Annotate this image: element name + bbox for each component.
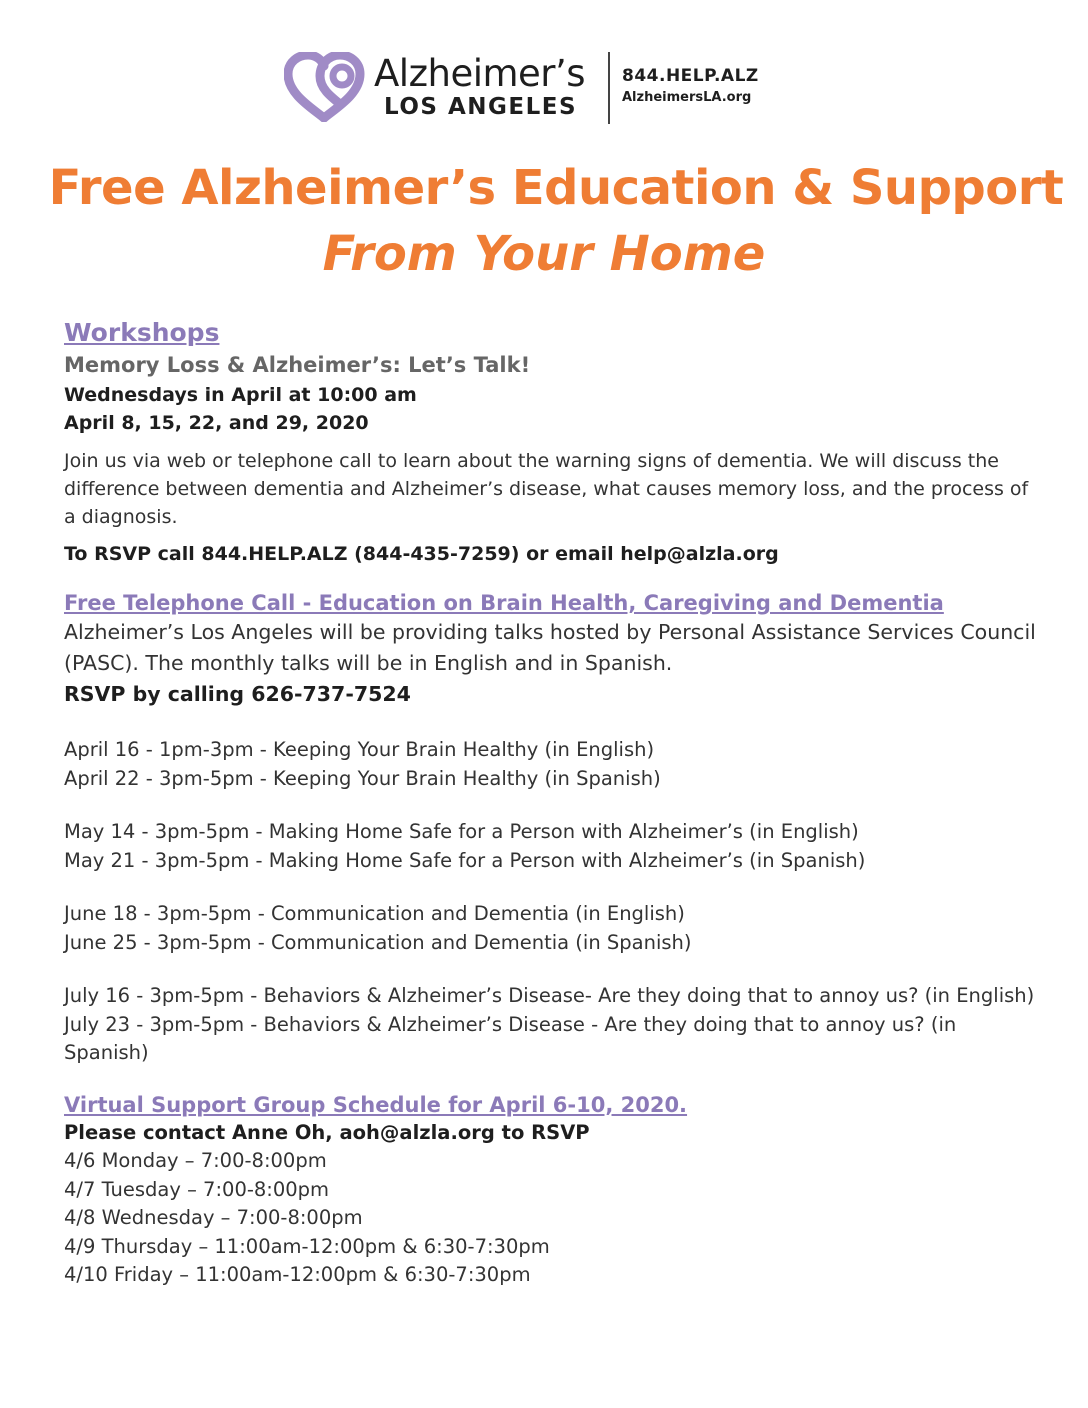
main-content [64,318,1044,1290]
workshop-rsvp: To RSVP call 844.HELP.ALZ (844-435-7259) or email help@alzla.org [64,543,779,565]
talk-item: May 14 - 3pm-5pm - Making Home Safe for a Person with Alzheimer’s (in English) [64,820,859,843]
workshops-heading-link[interactable]: Workshops [64,318,220,347]
talk-group-april [64,736,1044,793]
talk-item: May 21 - 3pm-5pm - Making Home Safe for a Person with Alzheimer’s (in Spanish) [64,848,866,872]
telephone-call-heading-link[interactable]: Free Telephone Call - Education on Brain Health, Caregiving and Dementia [64,591,944,615]
telephone-description: Alzheimer’s Los Angeles will be providing talks hosted by Personal Assistance Services Council (PASC). The monthly talks will be in English and in Spanish. [64,620,1036,675]
logo-header [284,50,784,126]
support-group-item: 4/8 Wednesday – 7:00-8:00pm [64,1206,363,1229]
talk-item: June 18 - 3pm-5pm - Communication and Dementia (in English) [64,902,685,925]
talk-group-may [64,818,1044,875]
support-group-item: 4/10 Friday – 11:00am-12:00pm & 6:30-7:30pm [64,1263,531,1286]
support-group-item: 4/6 Monday – 7:00-8:00pm [64,1149,327,1172]
talk-item: July 23 - 3pm-5pm - Behaviors & Alzheimer’s Disease - Are they doing that to annoy us? (in Spanish) [64,1012,957,1064]
workshop-subtitle: Memory Loss & Alzheimer’s: Let’s Talk! [64,353,531,377]
header-website: AlzheimersLA.org [622,90,752,105]
talk-item: April 22 - 3pm-5pm - Keeping Your Brain Healthy (in Spanish) [64,766,661,790]
talk-item: April 16 - 1pm-3pm - Keeping Your Brain Healthy (in English) [64,738,655,761]
workshop-dates: April 8, 15, 22, and 29, 2020 [64,412,369,434]
page-subtitle: From Your Home [322,226,766,282]
logo-name: Alzheimer’s [374,52,586,95]
logo-subtitle: LOS ANGELES [384,94,578,120]
page-title: Free Alzheimer’s Education & Support [48,160,1064,216]
support-group-heading-link[interactable]: Virtual Support Group Schedule for April 6-10, 2020. [64,1092,688,1117]
support-group-item: 4/7 Tuesday – 7:00-8:00pm [64,1177,330,1201]
support-group-item: 4/9 Thursday – 11:00am-12:00pm & 6:30-7:30pm [64,1234,550,1258]
telephone-rsvp: RSVP by calling 626-737-7524 [64,682,411,706]
talk-group-july [64,982,1044,1068]
logo-divider [608,52,610,124]
support-group-contact: Please contact Anne Oh, aoh@alzla.org to RSVP [64,1120,590,1144]
header-phone: 844.HELP.ALZ [622,66,759,86]
talk-group-june [64,900,1044,957]
talk-item: June 25 - 3pm-5pm - Communication and Dementia (in Spanish) [64,930,692,954]
workshop-description: Join us via web or telephone call to learn about the warning signs of dementia. We will discuss the difference between dementia and Alzheimer’s disease, what causes memory loss, and the process of a diagnosis. [64,450,1029,528]
workshop-schedule: Wednesdays in April at 10:00 am [64,384,417,406]
purple-ribbon-heart-icon [284,52,368,122]
talk-item: July 16 - 3pm-5pm - Behaviors & Alzheimer’s Disease- Are they doing that to annoy us? (in English) [64,984,1035,1007]
